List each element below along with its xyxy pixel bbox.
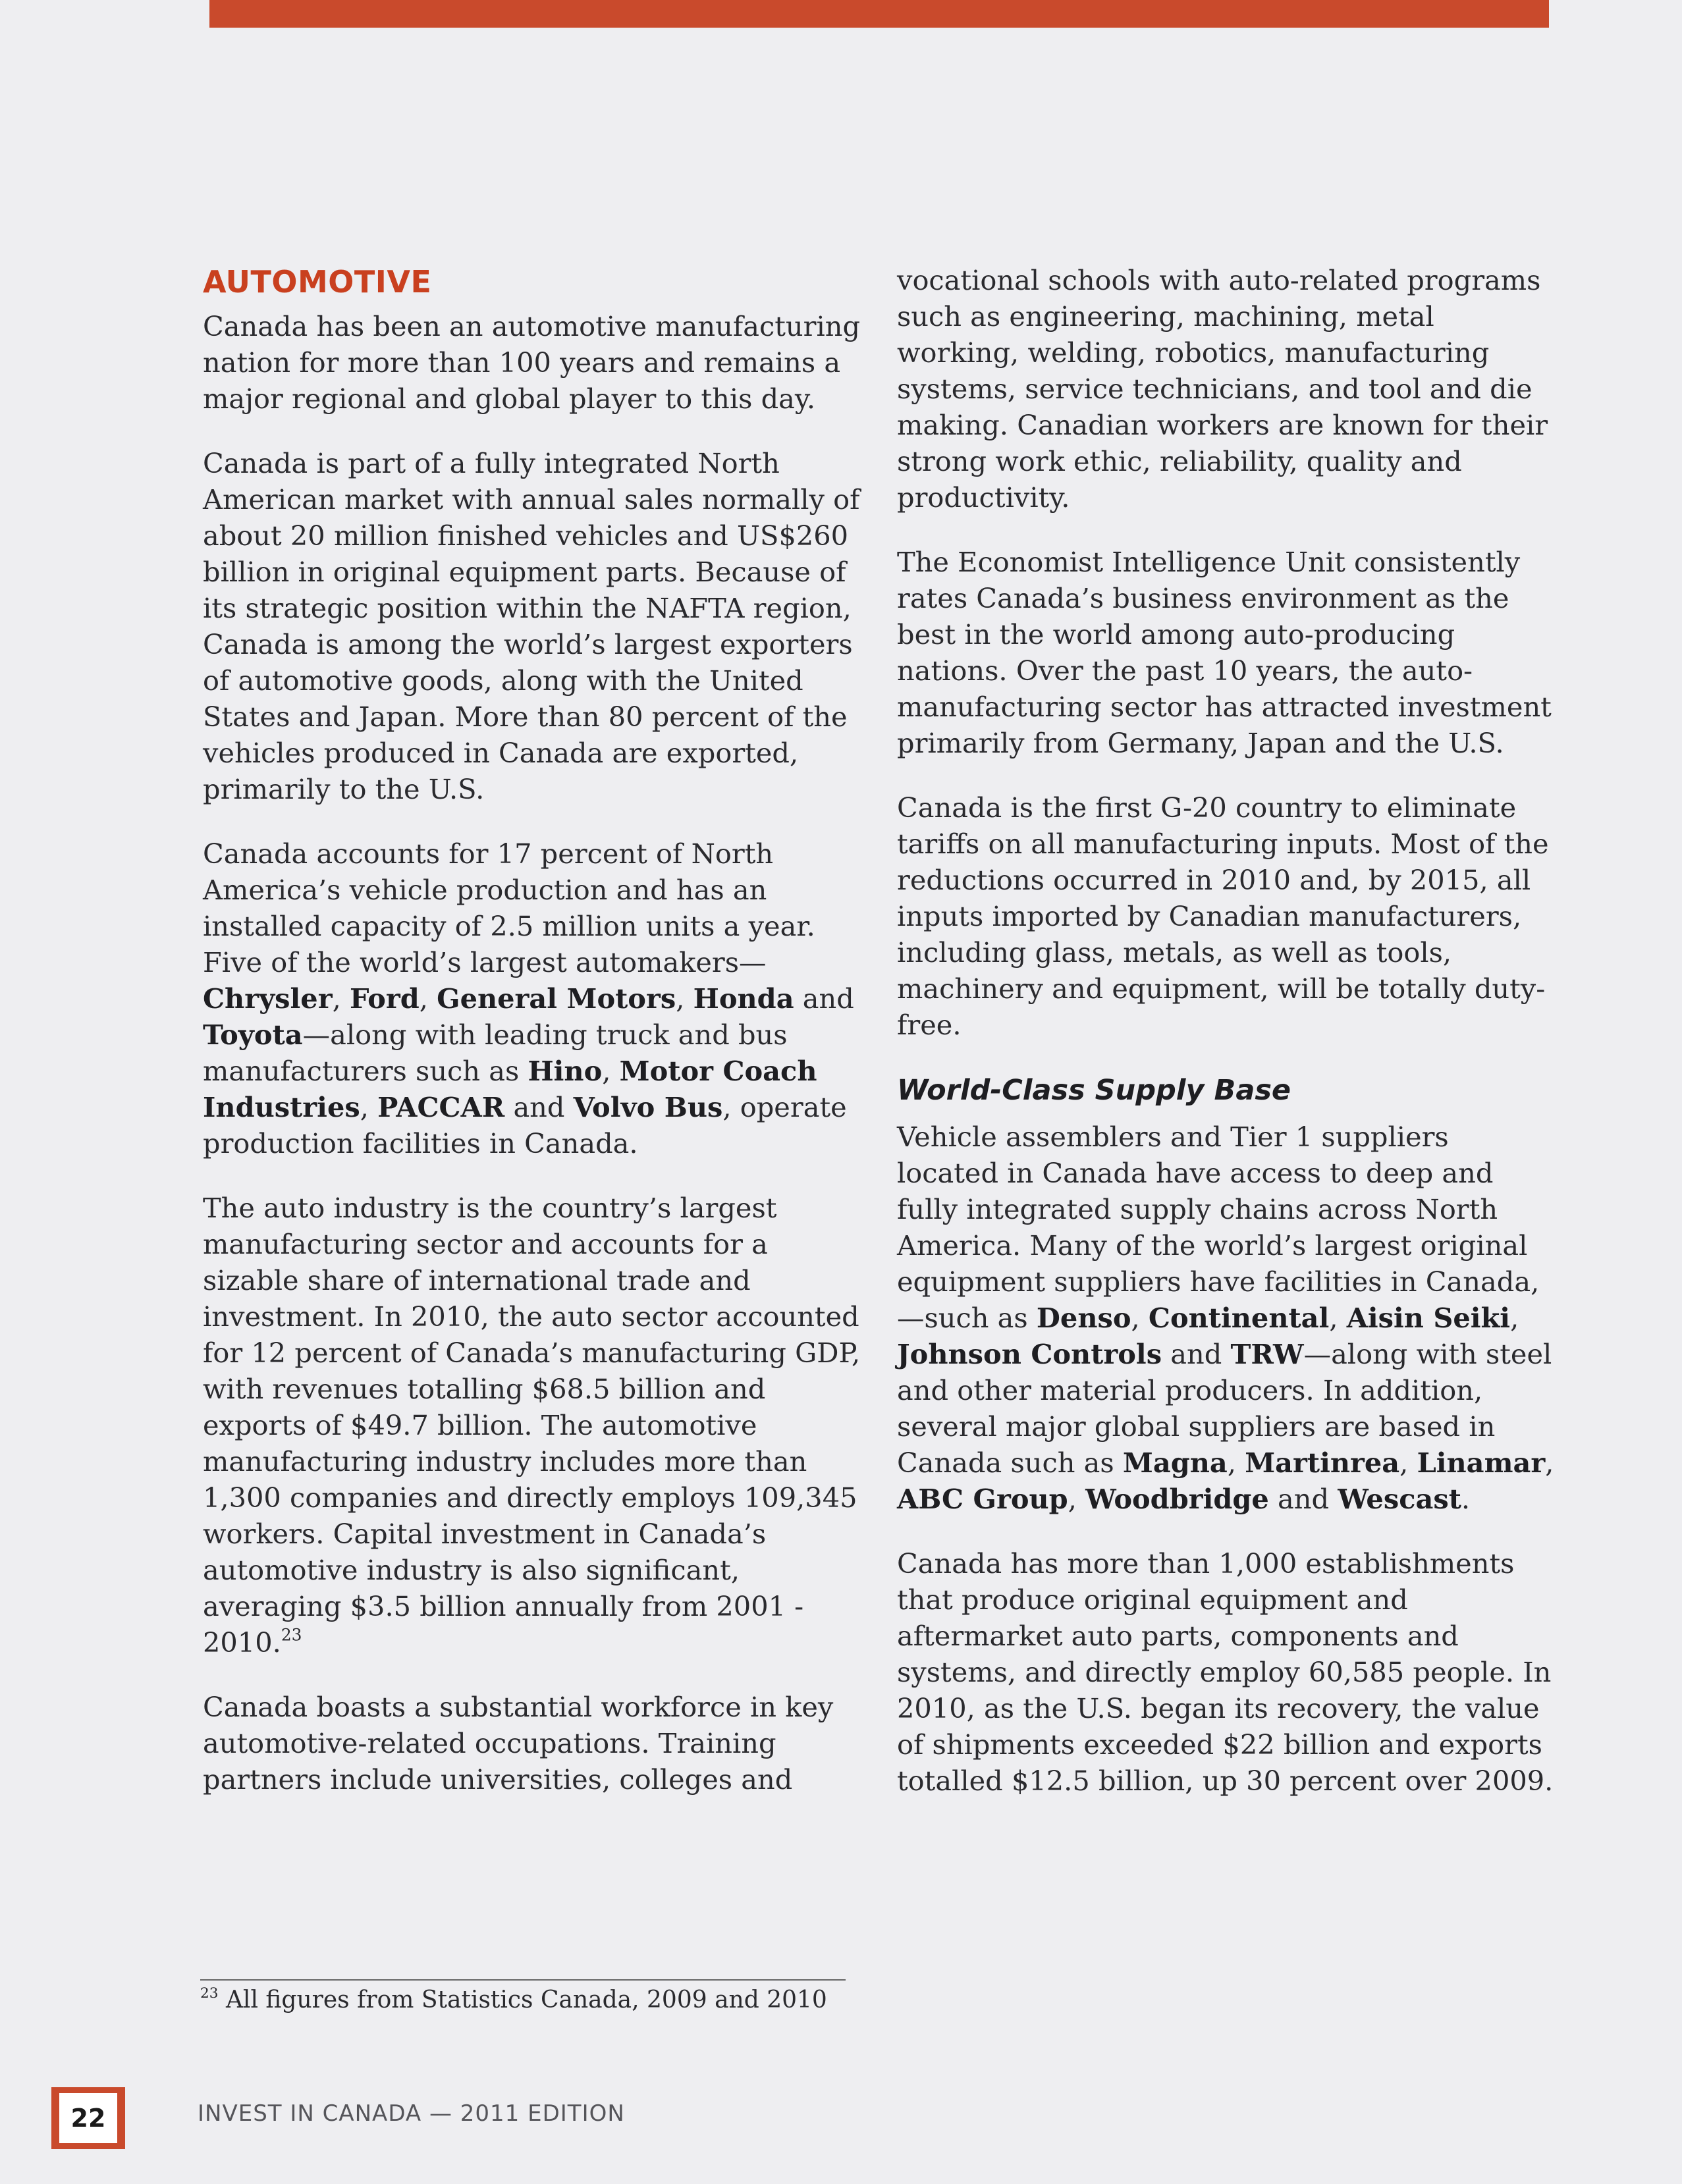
paragraph-industry: The auto industry is the country’s largest manufacturing sector and accounts for a sizable share of international trade and investment. In 2010, the auto sector accounted for 12 percent of Canada’s manufacturing GDP, with revenues totalling $68.5 billion and exports of $49.7 billion. The automotive manufacturing industry includes more than 1,300 companies and directly employs 109,345 workers. Capital investment in Canada’s automotive industry is also significant, averaging $3.5 billion annually from 2001 - 2010.23 [203, 1192, 861, 1659]
paragraph-economist: The Economist Intelligence Unit consistently rates Canada’s business environment as the best in the world among auto-producing nations. Over the past 10 years, the auto-manufacturing sector has attracted investment primarily from Germany, Japan and the U.S. [897, 546, 1552, 759]
paragraph-intro: Canada has been an automotive manufacturing nation for more than 100 years and remains a major regional and global player to this day. [203, 310, 861, 415]
right-column [897, 262, 1556, 1827]
paragraph-suppliers: Vehicle assemblers and Tier 1 suppliers located in Canada have access to deep and fully integrated supply chains across North America. Many of the world’s largest original equipment suppliers have facilities in Canada, —such as Denso, Continental, Aisin Seiki, Johnson Controls and TRW—along with steel and other material producers. In addition, several major global suppliers are based in Canada such as Magna, Martinrea, Linamar, ABC Group, Woodbridge and Wescast. [897, 1121, 1554, 1515]
paragraph-establishments: Canada has more than 1,000 establishments that produce original equipment and aftermarket auto parts, components and systems, and directly employ 60,585 people. In 2010, as the U.S. began its recovery, the value of shipments exceeded $22 billion and exports totalled $12.5 billion, up 30 percent over 2009. [897, 1547, 1554, 1797]
subheading-supply-base: World-Class Supply Base [897, 1074, 1291, 1107]
footnote-text: All figures from Statistics Canada, 2009 and 2010 [225, 1986, 827, 2013]
page-number: 22 [59, 2093, 117, 2143]
paragraph-tariffs: Canada is the first G-20 country to eliminate tariffs on all manufacturing inputs. Most of the reductions occurred in 2010 and, by 2015, all inputs imported by Canadian manufacturers, including glass, metals, as well as tools, machinery and equipment, will be totally duty-free. [897, 791, 1549, 1041]
section-title: AUTOMOTIVE [203, 264, 432, 300]
page-number-box [51, 2087, 125, 2149]
footnote-divider [200, 1979, 846, 1981]
footnote-number: 23 [200, 1984, 219, 2002]
paragraph-market: Canada is part of a fully integrated North American market with annual sales normally of about 20 million finished vehicles and US$260 billion in original equipment parts. Because of its strategic position within the NAFTA region, Canada is among the world’s largest exporters of automotive goods, along with the United States and Japan. More than 80 percent of the vehicles produced in Canada are exported, primarily to the U.S. [203, 447, 860, 805]
publication-footer: INVEST IN CANADA — 2011 EDITION [198, 2100, 625, 2127]
left-column [203, 262, 861, 1826]
top-accent-bar [209, 0, 1549, 28]
paragraph-production: Canada accounts for 17 percent of North America’s vehicle production and has an installed capacity of 2.5 million units a year. Five of the world’s largest automakers—Chrysler, Ford, General Motors, Honda and Toyota—along with leading truck and bus manufacturers such as Hino, Motor Coach Industries, PACCAR and Volvo Bus, operate production facilities in Canada. [203, 838, 854, 1159]
paragraph-training: vocational schools with auto-related programs such as engineering, machining, metal working, welding, robotics, manufacturing systems, service technicians, and tool and die making. Canadian workers are known for their strong work ethic, reliability, quality and productivity. [897, 264, 1548, 514]
footnote-reference: 23 [281, 1625, 302, 1645]
footnote [200, 1985, 925, 2015]
paragraph-workforce: Canada boasts a substantial workforce in key automotive-related occupations. Training partners include universities, colleges and [203, 1691, 834, 1796]
